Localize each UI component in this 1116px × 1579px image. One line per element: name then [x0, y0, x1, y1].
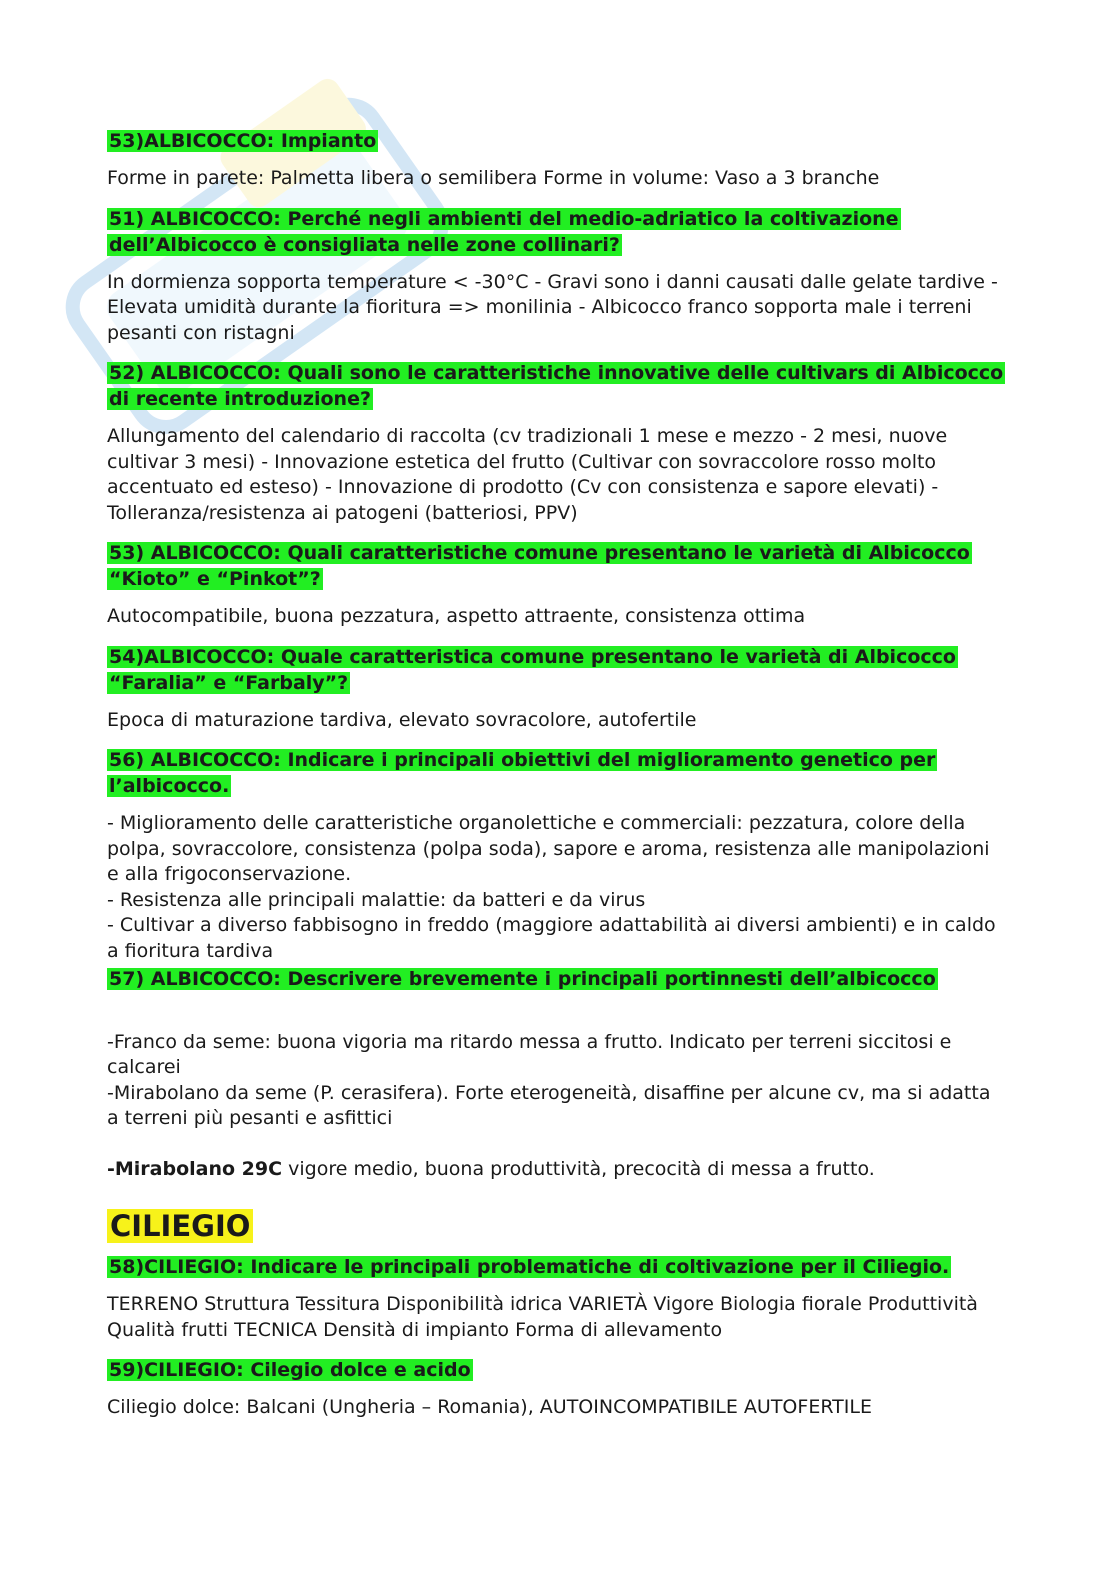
question-56: 56) ALBICOCCO: Indicare i principali obiettivi del miglioramento genetico per l’albicocco. [109, 749, 936, 797]
question-53-kioto: 53) ALBICOCCO: Quali caratteristiche comune presentano le varietà di Albicocco “Kioto” e “Pinkot”? [109, 542, 970, 590]
answer-53-impianto: Forme in parete: Palmetta libera o semilibera Forme in volume: Vaso a 3 branche [107, 167, 880, 189]
answer-57-mirabolano [107, 1157, 1007, 1183]
answer-58: TERRENO Struttura Tessitura Disponibilità idrica VARIETÀ Vigore Biologia fiorale Produttività Qualità frutti TECNICA Densità di impianto Forma di allevamento [107, 1293, 978, 1341]
section-title-ciliegio: CILIEGIO [107, 1208, 1007, 1244]
question-51: 51) ALBICOCCO: Perché negli ambienti del medio-adriatico la coltivazione dell’Albicocco è consigliata nelle zone collinari? [109, 207, 899, 256]
question-59: 59)CILIEGIO: Cilegio dolce e acido [109, 1359, 471, 1381]
question-58: 58)CILIEGIO: Indicare le principali problematiche di coltivazione per il Ciliegio. [109, 1256, 950, 1278]
answer-51: In dormienza sopporta temperature < -30°C - Gravi sono i danni causati dalle gelate tardive - Elevata umidità durante la fioritura => monilinia - Albicocco franco sopporta male i terreni pesanti con ristagni [107, 270, 998, 344]
answer-56: - Miglioramento delle caratteristiche organolettiche e commerciali: pezzatura, colore della polpa, sovraccolore, consistenza (polpa soda), sapore e aroma, resistenza alle manipolazioni e alla frigoconservazione. - Resistenza alle principali malattie: da batteri e da virus - Cultivar a diverso fabbisogno in freddo (maggiore adattabilità ai diversi ambienti) e in caldo a fioritura tardiva [107, 812, 996, 962]
answer-59: Ciliegio dolce: Balcani (Ungheria – Romania), AUTOINCOMPATIBILE AUTOFERTILE [107, 1396, 872, 1418]
question-53-impianto: 53)ALBICOCCO: Impianto [109, 130, 377, 152]
question-54: 54)ALBICOCCO: Quale caratteristica comune presentano le varietà di Albicocco “Faralia” e “Farbaly”? [109, 645, 956, 694]
answer-52: Allungamento del calendario di raccolta (cv tradizionali 1 mese e mezzo - 2 mesi, nuove cultivar 3 mesi) - Innovazione estetica del frutto (Cultivar con sovraccolore rosso molto accentuato ed esteso) - Innovazione di prodotto (Cv con consistenza e sapore elevati) - Tolleranza/resistenza ai patogeni (batteriosi, PPV) [107, 425, 948, 524]
answer-57-tail: vigore medio, buona produttività, precocità di messa a frutto. [282, 1158, 875, 1180]
question-57: 57) ALBICOCCO: Descrivere brevemente i principali portinnesti dell’albicocco [109, 968, 936, 990]
answer-57 [107, 1004, 1007, 1208]
answer-53-kioto: Autocompatibile, buona pezzatura, aspetto attraente, consistenza ottima [107, 605, 806, 627]
document-page [107, 128, 1007, 1435]
answer-57-text: -Franco da seme: buona vigoria ma ritardo messa a frutto. Indicato per terreni siccitosi e calcarei -Mirabolano da seme (P. cerasifera). Forte eterogeneità, disaffine per alcune cv, ma si adatta a terreni più pesanti e asfittici [107, 1030, 991, 1129]
answer-54: Epoca di maturazione tardiva, elevato sovracolore, autofertile [107, 708, 697, 731]
question-52: 52) ALBICOCCO: Quali sono le caratteristiche innovative delle cultivars di Albicocco di recente introduzione? [109, 362, 1004, 410]
answer-57-bold: -Mirabolano 29C [107, 1158, 283, 1180]
